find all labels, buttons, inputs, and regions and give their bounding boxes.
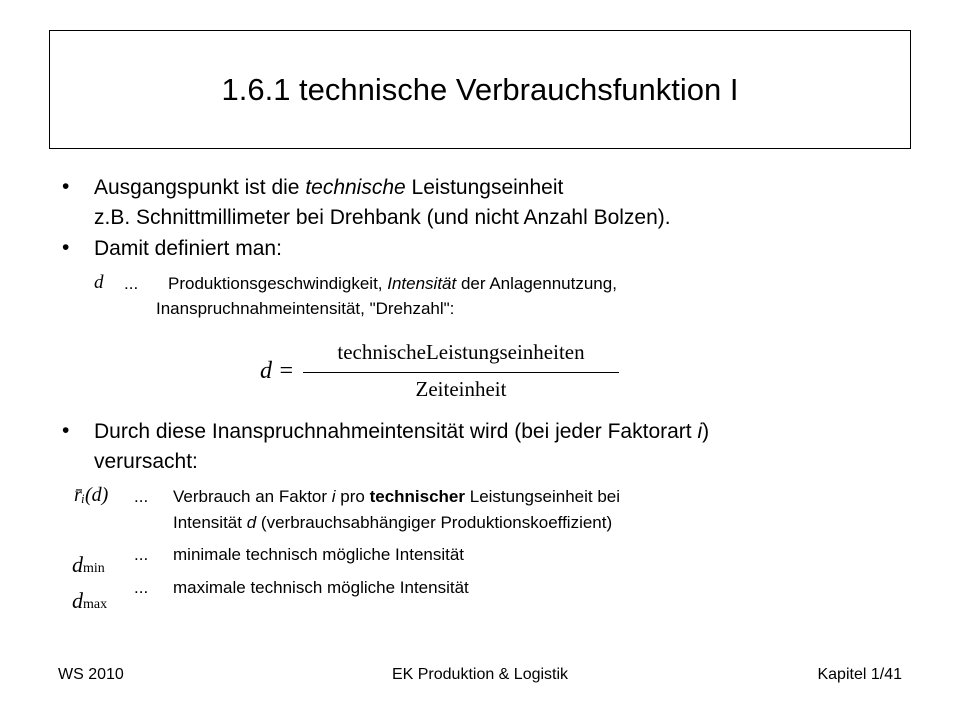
def-d-line-1 xyxy=(168,273,617,295)
def-d-symbol: d xyxy=(94,272,104,293)
bullet-2-text: Damit definiert man: xyxy=(94,237,282,260)
bullet-marker-2: • xyxy=(62,236,70,259)
def-d-text-end: der Anlagennutzung, xyxy=(456,274,617,293)
formula-denominator: Zeiteinheit xyxy=(415,377,507,401)
def-d-emphasis: Intensität xyxy=(387,274,457,293)
def-r-text-d: Intensität xyxy=(173,513,247,532)
def-dmax-text: maximale technisch mögliche Intensität xyxy=(173,578,469,597)
def-dmax-base: d xyxy=(72,588,83,613)
def-r-index: i xyxy=(331,487,336,506)
footer-center: EK Produktion & Logistik xyxy=(391,666,569,683)
slide-title: 1.6.1 technische Verbrauchsfunktion I xyxy=(221,71,739,107)
def-dmax-symbol xyxy=(72,588,107,614)
def-r-dots: ... xyxy=(134,487,149,506)
def-r-text-b: pro xyxy=(335,487,370,506)
def-d-dots: ... xyxy=(124,274,139,293)
title-box xyxy=(49,30,911,149)
bullet-1-emphasis: technische xyxy=(305,176,406,199)
bullet-marker-3: • xyxy=(62,419,70,442)
def-r-bold: technischer xyxy=(369,487,466,506)
def-r-line-2 xyxy=(173,512,612,534)
bullet-1-line-1 xyxy=(94,175,563,200)
def-r-symbol: r̄ᵢ(d) xyxy=(74,484,109,506)
footer-left: WS 2010 xyxy=(58,666,124,683)
def-dmax-sub: max xyxy=(83,597,108,612)
bullet-1-text: Ausgangspunkt ist die xyxy=(94,176,306,199)
def-dmax-dots: ... xyxy=(134,578,149,597)
bullet-3-text-end: ) xyxy=(702,420,710,443)
def-dmin-text: minimale technisch mögliche Intensität xyxy=(173,545,465,564)
def-r-text-a: Verbrauch an Faktor xyxy=(173,487,332,506)
def-dmin-sub: min xyxy=(83,561,105,576)
formula-lhs xyxy=(260,358,294,385)
def-r-text-c: Leistungseinheit bei xyxy=(465,487,621,506)
def-dmin-dots: ... xyxy=(134,545,149,564)
def-d-text: Produktionsgeschwindigkeit, xyxy=(168,274,388,293)
def-dmin-base: d xyxy=(72,552,83,577)
bullet-3-line-2: verursacht: xyxy=(94,450,198,473)
def-r-text-e: (verbrauchsabhängiger Produktionskoeffizient) xyxy=(256,513,613,532)
formula-lhs-text: d = xyxy=(260,358,295,384)
formula-numerator: technischeLeistungseinheiten xyxy=(337,340,585,364)
bullet-3-line-1 xyxy=(94,419,709,444)
bullet-marker-1: • xyxy=(62,175,70,198)
def-r-line-1 xyxy=(173,486,620,508)
bullet-3-text: Durch diese Inanspruchnahmeintensität wird (bei jeder Faktorart xyxy=(94,420,698,443)
def-d-line-2: Inanspruchnahmeintensität, "Drehzahl": xyxy=(156,299,455,318)
fraction-bar xyxy=(303,372,619,373)
bullet-3-emphasis: i xyxy=(697,420,703,443)
def-r-intensity: d xyxy=(246,513,257,532)
bullet-1-text-end: Leistungseinheit xyxy=(405,176,564,199)
footer-right: Kapitel 1/41 xyxy=(817,666,902,683)
def-dmin-symbol xyxy=(72,552,105,578)
bullet-1-line-2: z.B. Schnittmillimeter bei Drehbank (und nicht Anzahl Bolzen). xyxy=(94,206,671,229)
